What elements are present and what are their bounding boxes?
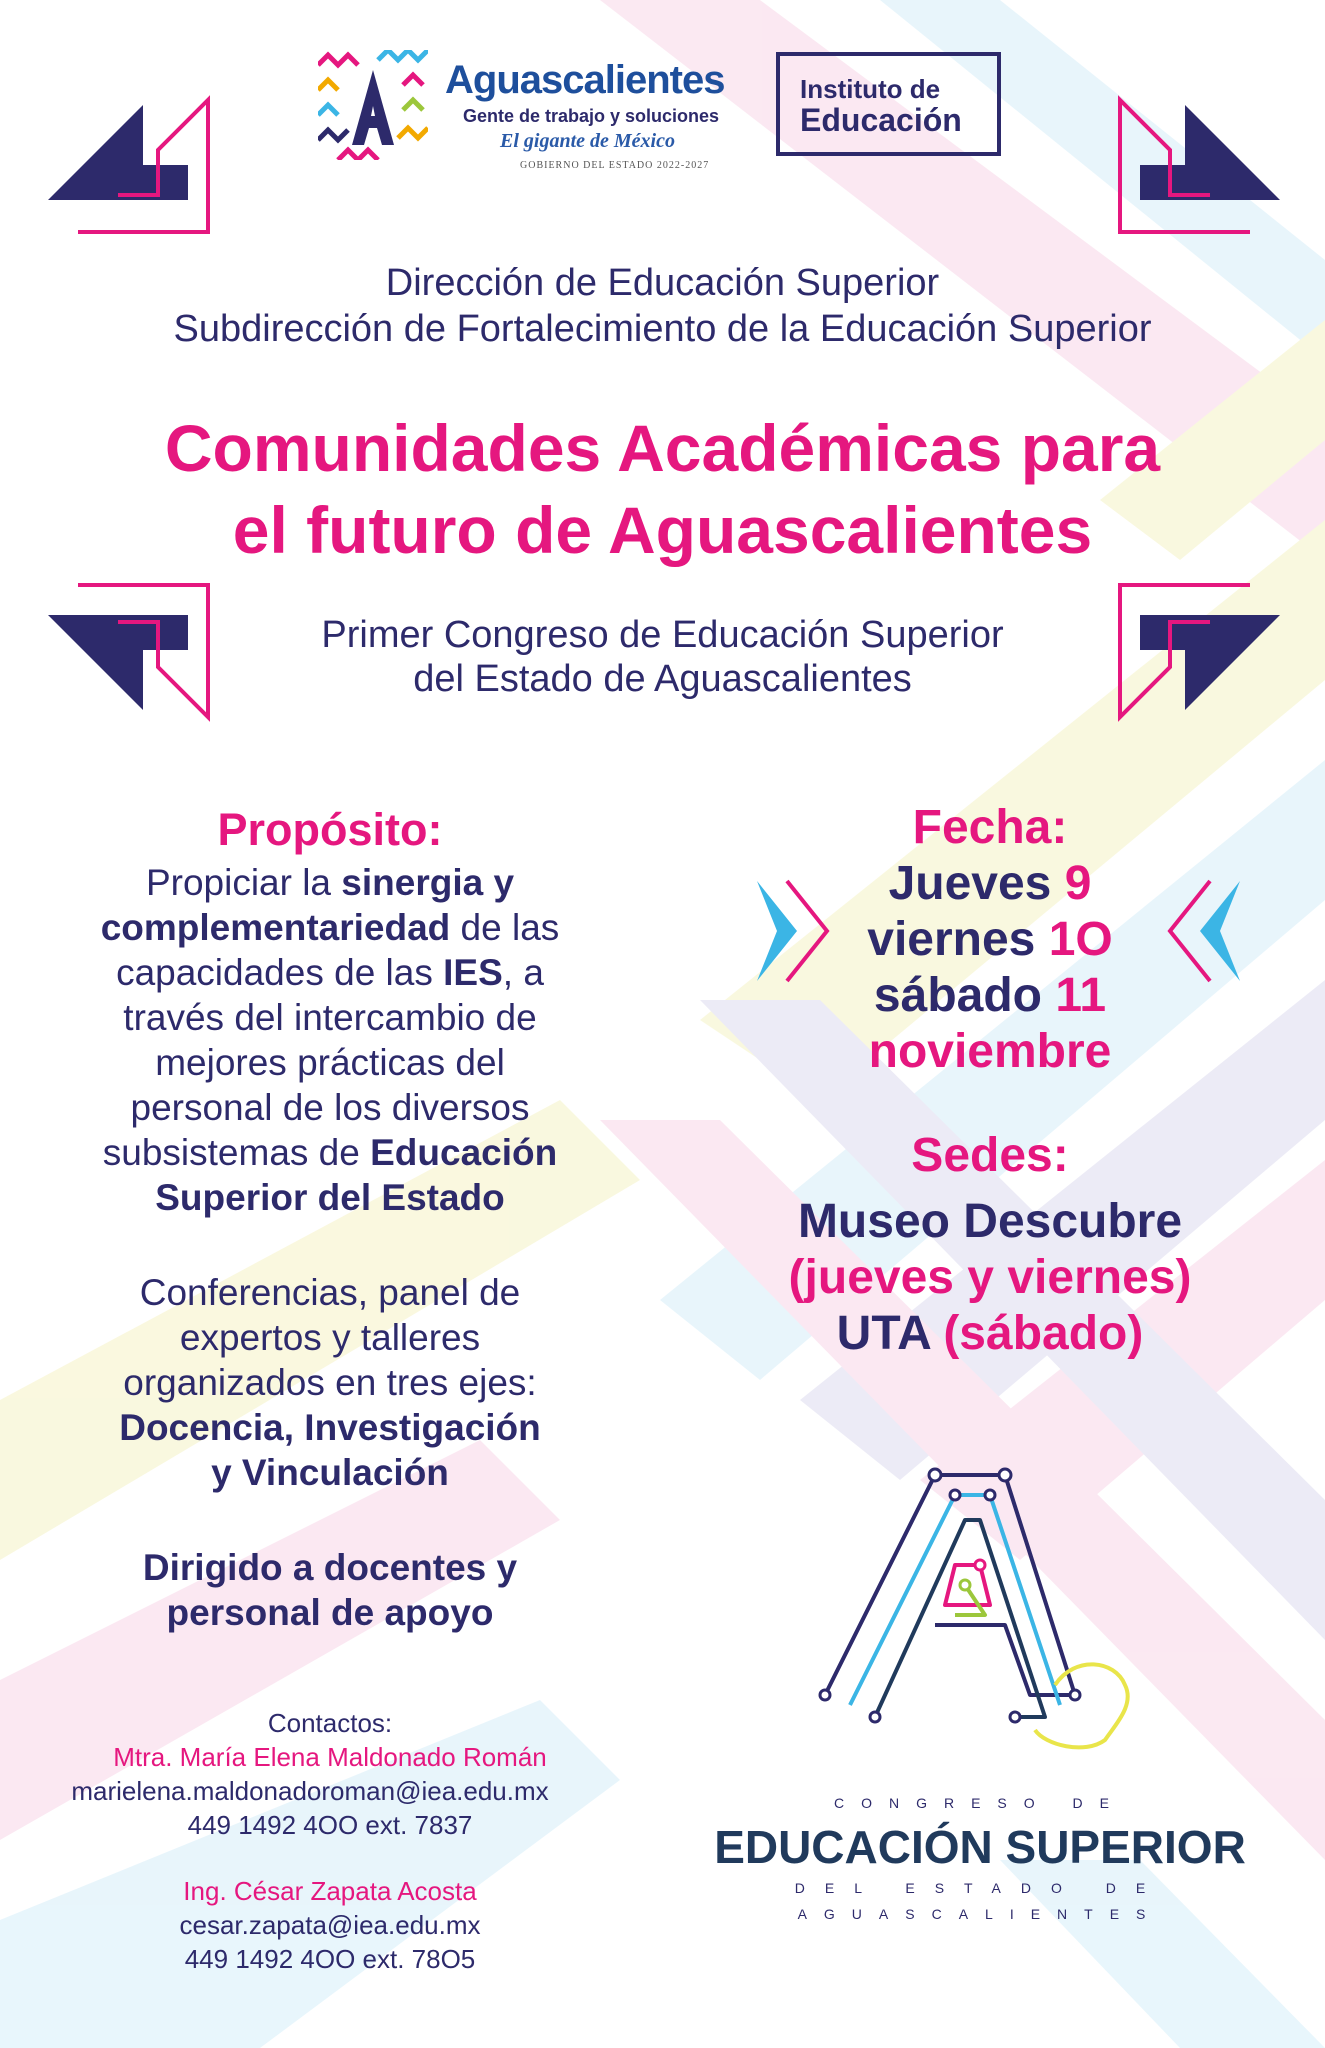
proposito-line: personal de los diversos (130, 1087, 530, 1128)
congreso-logo-top: CONGRESO DE (833, 1795, 1126, 1811)
contact-2-phone: 449 1492 4OO ext. 78O5 (184, 1944, 476, 1974)
congreso-logo-icon (815, 1455, 1145, 1755)
contactos-heading: Contactos: (267, 1708, 393, 1738)
title-line1: Comunidades Académicas para (164, 411, 1161, 485)
congreso-logo-main: EDUCACIÓN SUPERIOR (714, 1821, 1246, 1873)
fecha-day: sábado 11 (873, 969, 1107, 1022)
subtitle-line1: Primer Congreso de Educación Superior (321, 614, 1004, 656)
proposito-line: mejores prácticas del (155, 1042, 505, 1083)
corner-ornament-top-right (1110, 70, 1280, 240)
fecha-heading: Fecha: (912, 801, 1068, 854)
aguascalientes-brand: Aguascalientes (445, 58, 725, 102)
corner-ornament-top-left (48, 70, 218, 240)
contact-2-email[interactable]: cesar.zapata@iea.edu.mx (179, 1910, 481, 1940)
proposito-line: complementariedad de las (100, 907, 560, 948)
congreso-logo-del: DEL ESTADO DE (794, 1880, 1166, 1896)
contact-2-name: Ing. César Zapata Acosta (183, 1876, 477, 1906)
iea-logo-line1: Instituto de (800, 74, 941, 104)
conferencias-line: expertos y talleres (179, 1317, 481, 1358)
aguascalientes-gobierno: GOBIERNO DEL ESTADO 2022-2027 (520, 160, 710, 171)
fecha-day: viernes 1O (867, 913, 1113, 966)
conferencias-line: organizados en tres ejes: (123, 1362, 537, 1403)
sede-2: UTA (sábado) (836, 1307, 1144, 1360)
contact-1-name: Mtra. María Elena Maldonado Román (113, 1742, 547, 1772)
proposito-line: Superior del Estado (155, 1177, 505, 1218)
iea-logo-line2: Educación (800, 102, 962, 138)
proposito-line: capacidades de las IES, a (116, 952, 544, 993)
arrow-left-icon (1150, 876, 1240, 986)
sede-1: Museo Descubre (797, 1195, 1183, 1248)
direccion-line2: Subdirección de Fortalecimiento de la Educación Superior (173, 308, 1152, 350)
contact-1-email[interactable]: marielena.maldonadoroman@iea.edu.mx (71, 1776, 549, 1806)
conferencias-ejes: y Vinculación (211, 1452, 449, 1493)
congreso-logo-ags: AGUASCALIENTES (797, 1906, 1163, 1922)
conferencias-ejes: Docencia, Investigación (119, 1407, 541, 1448)
conferencias-line: Conferencias, panel de (139, 1272, 521, 1313)
sede-1-days: (jueves y viernes) (788, 1251, 1192, 1304)
proposito-heading: Propósito: (217, 804, 443, 855)
proposito-line: través del intercambio de (123, 997, 537, 1038)
proposito-line: Propiciar la sinergia y (145, 862, 515, 903)
dirigido-line: personal de apoyo (166, 1592, 494, 1633)
subtitle-line2: del Estado de Aguascalientes (413, 658, 912, 700)
title-line2: el futuro de Aguascalientes (232, 493, 1093, 567)
contact-1-phone: 449 1492 4OO ext. 7837 (187, 1810, 473, 1840)
arrow-right-icon (757, 876, 847, 986)
direccion-line1: Dirección de Educación Superior (385, 262, 940, 304)
aguascalientes-tagline: El gigante de México (500, 130, 675, 152)
aguascalientes-logo-icon (318, 50, 428, 160)
proposito-line: subsistemas de Educación (102, 1132, 558, 1173)
dirigido-line: Dirigido a docentes y (142, 1547, 518, 1588)
fecha-day: Jueves 9 (888, 857, 1092, 910)
sedes-heading: Sedes: (911, 1129, 1069, 1182)
fecha-month: noviembre (868, 1025, 1112, 1078)
aguascalientes-slogan: Gente de trabajo y soluciones (463, 106, 720, 126)
